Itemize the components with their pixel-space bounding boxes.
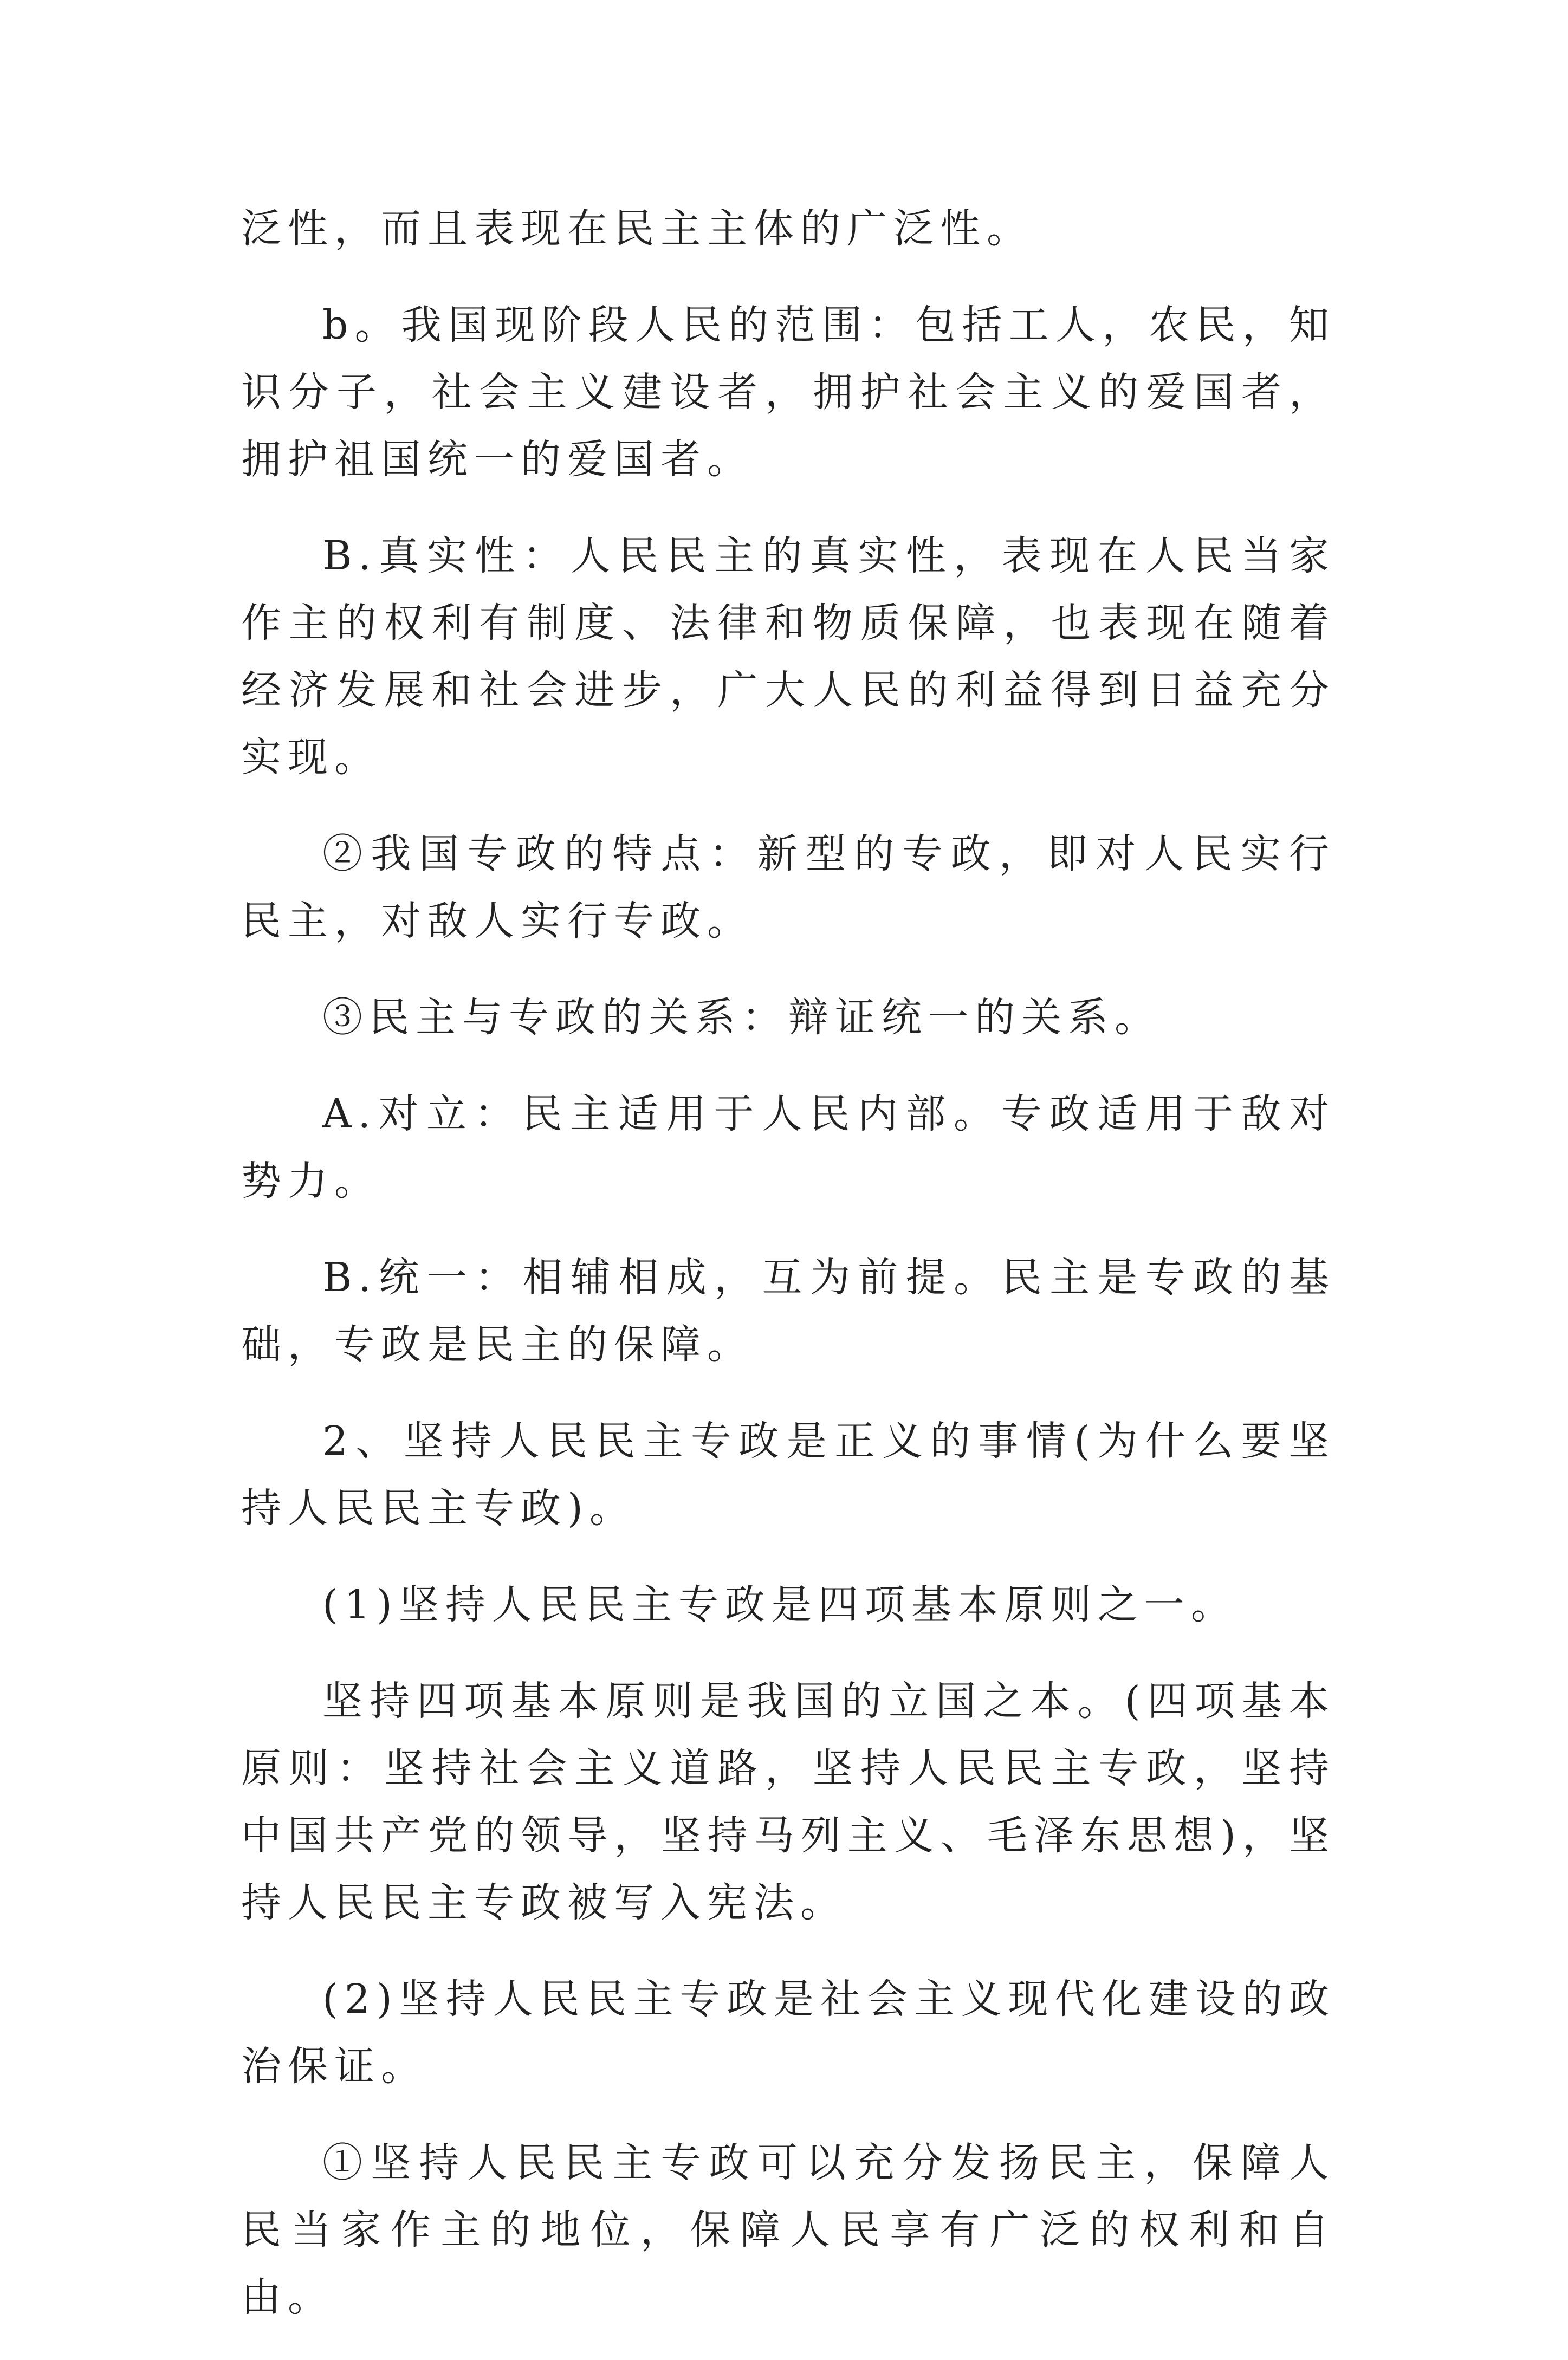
paragraph-8: 2、坚持人民民主专政是正义的事情(为什么要坚持人民民主专政)。: [241, 1418, 1336, 1532]
paragraph-12: ①坚持人民民主专政可以充分发扬民主，保障人民当家作主的地位，保障人民享有广泛的权利和自由。: [241, 2139, 1336, 2320]
paragraph-7: B.统一：相辅相成，互为前提。民主是专政的基础，专政是民主的保障。: [241, 1254, 1336, 1368]
paragraph-2: b。我国现阶段人民的范围：包括工人，农民，知识分子，社会主义建设者，拥护社会主义的爱国者，拥护祖国统一的爱国者。: [241, 302, 1336, 483]
paragraph-3: B.真实性：人民民主的真实性，表现在人民当家作主的权利有制度、法律和物质保障，也表现在随着经济发展和社会进步，广大人民的利益得到日益充分实现。: [241, 533, 1336, 781]
paragraph-1: 泛性，而且表现在民主主体的广泛性。: [241, 205, 1033, 252]
paragraph-5: ③民主与专政的关系：辩证统一的关系。: [322, 994, 1161, 1041]
paragraph-10: 坚持四项基本原则是我国的立国之本。(四项基本原则：坚持社会主义道路，坚持人民民主专政，坚持中国共产党的领导，坚持马列主义、毛泽东思想)，坚持人民民主专政被写入宪法。: [241, 1678, 1336, 1926]
paragraph-9: (1)坚持人民民主专政是四项基本原则之一。: [322, 1581, 1237, 1628]
paragraph-6: A.对立：民主适用于人民内部。专政适用于敌对势力。: [241, 1091, 1336, 1204]
paragraph-11: (2)坚持人民民主专政是社会主义现代化建设的政治保证。: [241, 1976, 1336, 2090]
document-body: [241, 195, 1336, 2360]
paragraph-4: ②我国专政的特点：新型的专政，即对人民实行民主，对敌人实行专政。: [241, 831, 1336, 944]
